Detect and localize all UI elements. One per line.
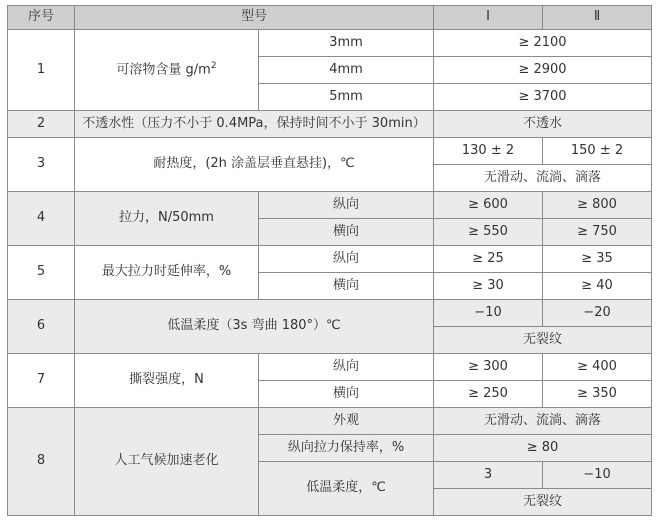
spec-table (7, 5, 652, 516)
row-5-a (8, 246, 652, 273)
row-1-item-text: 可溶物含量 g/m (116, 62, 211, 78)
row-5-sub-2: 横向 (259, 273, 434, 300)
row-3-no: 3 (8, 138, 75, 192)
header-grade-2: Ⅱ (543, 6, 652, 30)
row-8-retention: ≥ 80 (434, 435, 652, 462)
row-6-no: 6 (8, 300, 75, 354)
row-7-v2-1: ≥ 400 (543, 354, 652, 381)
row-8-value-1: 3 (434, 462, 543, 489)
row-4-v2-1: ≥ 800 (543, 192, 652, 219)
row-5-item: 最大拉力时延伸率，% (75, 246, 259, 300)
row-4-a (8, 192, 652, 219)
row-6-item: 低温柔度（3s 弯曲 180°）℃ (75, 300, 434, 354)
row-5-v2-2: ≥ 40 (543, 273, 652, 300)
row-5-v2-1: ≥ 35 (543, 246, 652, 273)
row-7-v1-1: ≥ 300 (434, 354, 543, 381)
row-1-a (8, 30, 652, 57)
row-1-value-2: ≥ 2900 (434, 57, 652, 84)
row-8-note: 无裂纹 (434, 489, 652, 516)
row-4-v1-2: ≥ 550 (434, 219, 543, 246)
row-1-sub-2: 4mm (259, 57, 434, 84)
row-4-v1-1: ≥ 600 (434, 192, 543, 219)
row-3-a (8, 138, 652, 165)
row-5-sub-1: 纵向 (259, 246, 434, 273)
row-6-note: 无裂纹 (434, 327, 652, 354)
row-6-a (8, 300, 652, 327)
row-5-no: 5 (8, 246, 75, 300)
row-7-item: 撕裂强度，N (75, 354, 259, 408)
row-8-item: 人工气候加速老化 (75, 408, 259, 516)
row-3-value-1: 130 ± 2 (434, 138, 543, 165)
row-6-value-2: −20 (543, 300, 652, 327)
row-1-value-1: ≥ 2100 (434, 30, 652, 57)
header-model: 型号 (75, 6, 434, 30)
row-2-no: 2 (8, 111, 75, 138)
row-7-a (8, 354, 652, 381)
row-6-value-1: −10 (434, 300, 543, 327)
row-7-sub-2: 横向 (259, 381, 434, 408)
row-2 (8, 111, 652, 138)
row-4-v2-2: ≥ 750 (543, 219, 652, 246)
row-8-sub-1: 外观 (259, 408, 434, 435)
row-8-sub-2: 纵向拉力保持率，% (259, 435, 434, 462)
row-1-sub-1: 3mm (259, 30, 434, 57)
row-8-value-2: −10 (543, 462, 652, 489)
row-4-no: 4 (8, 192, 75, 246)
row-3-value-2: 150 ± 2 (543, 138, 652, 165)
row-4-item: 拉力，N/50mm (75, 192, 259, 246)
header-row (8, 6, 652, 30)
row-2-item: 不透水性（压力不小于 0.4MPa，保持时间不小于 30min） (75, 111, 434, 138)
row-7-v2-2: ≥ 350 (543, 381, 652, 408)
row-1-value-3: ≥ 3700 (434, 84, 652, 111)
row-8-sub-3: 低温柔度，℃ (259, 462, 434, 516)
row-8-appearance: 无滑动、流淌、滴落 (434, 408, 652, 435)
row-1-sub-3: 5mm (259, 84, 434, 111)
row-4-sub-1: 纵向 (259, 192, 434, 219)
header-seq: 序号 (8, 6, 75, 30)
row-3-item: 耐热度，(2h 涂盖层垂直悬挂)，℃ (75, 138, 434, 192)
row-1-no: 1 (8, 30, 75, 111)
row-1-item (75, 30, 259, 111)
row-1-item-sup: 2 (210, 61, 217, 72)
row-2-value: 不透水 (434, 111, 652, 138)
row-5-v1-1: ≥ 25 (434, 246, 543, 273)
row-8-a (8, 408, 652, 435)
row-7-sub-1: 纵向 (259, 354, 434, 381)
row-4-sub-2: 横向 (259, 219, 434, 246)
header-grade-1: Ⅰ (434, 6, 543, 30)
row-3-note: 无滑动、流淌、滴落 (434, 165, 652, 192)
row-5-v1-2: ≥ 30 (434, 273, 543, 300)
row-8-no: 8 (8, 408, 75, 516)
row-7-no: 7 (8, 354, 75, 408)
row-7-v1-2: ≥ 250 (434, 381, 543, 408)
